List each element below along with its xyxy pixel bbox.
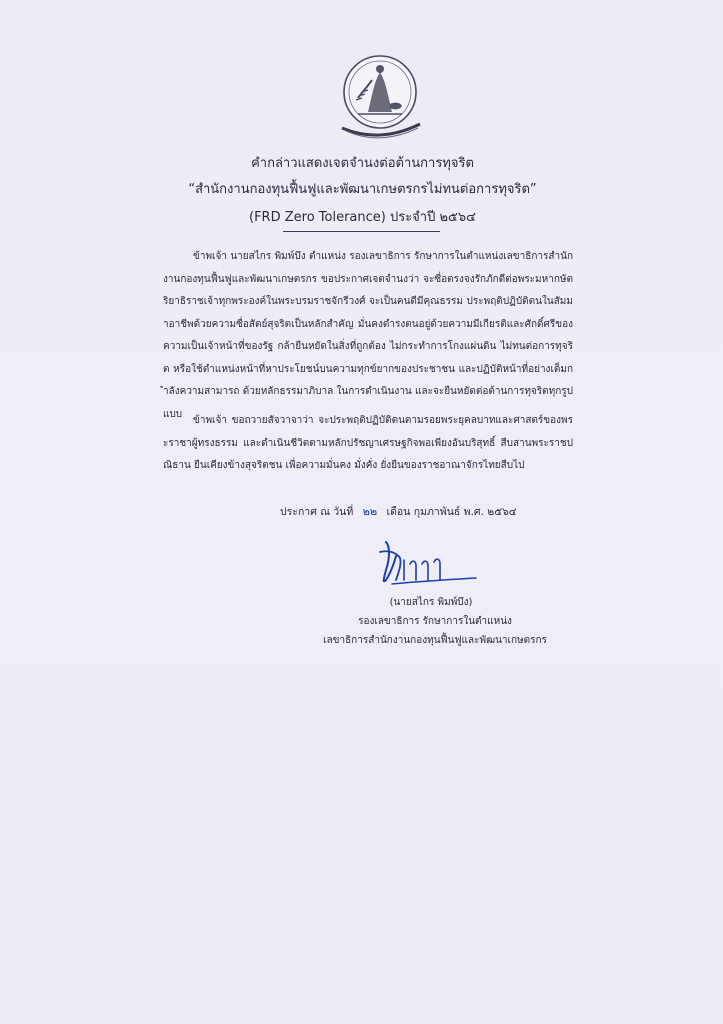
title-underline — [283, 231, 440, 232]
declaration-paragraph-2 — [163, 410, 573, 500]
declaration-year: (FRD Zero Tolerance) ประจำปี ๒๕๖๔ — [249, 210, 476, 225]
announcement-month-year: กุมภาพันธ์ พ.ศ. ๒๕๖๔ — [413, 506, 517, 518]
signatory-position-2: เลขาธิการสำนักงานกองทุนฟื้นฟูและพัฒนาเกษตรกร — [323, 635, 547, 646]
announcement-day: ๒๒ — [362, 505, 378, 518]
signatory-name: (นายสไกร พิมพ์บึง) — [389, 597, 473, 608]
paragraph-2-text: ข้าพเจ้า ขอถวายสัจวาจาว่า จะประพฤติปฏิบัติตนตามรอยพระยุคลบาทและศาสตร์ของพระราชาผู้ทรงธรรม และดำเนินชีวิตตามหลักปรัชญาเศรษฐกิจพอเพียงอันบริสุทธิ์ สืบสานพระราชปณิธาน ยืนเคียงข้างสุจริตชน เพื่อความมั่นคง มั่งคั่ง ยั่งยืนของราชอาณาจักรไทยสืบไป — [163, 415, 573, 471]
handwritten-signature-icon — [372, 534, 482, 594]
paragraph-1-text: ข้าพเจ้า นายสไกร พิมพ์บึง ตำแหน่ง รองเลขาธิการ รักษาการในตำแหน่งเลขาธิการสำนักงานกองทุนฟื้นฟูและพัฒนาเกษตรกร ขอประกาศเจตจำนงว่า จะซื่อตรงจงรักภักดีต่อพระมหากษัตริยาธิราชเจ้าทุกพระองค์ในพระบรมราชจักรีวงศ์ จะเป็นคนดีมีคุณธรรม ประพฤติปฏิบัติตนในสัมมาอาชีพด้วยความซื่อสัตย์สุจริตเป็นหลักสำคัญ มั่นคงดำรงตนอยู่ด้วยความมีเกียรติและศักดิ์ศรีของความเป็นเจ้าหน้าที่ของรัฐ กล้ายืนหยัดในสิ่งที่ถูกต้อง ไม่กระทำการโกงแผ่นดิน ไม่ทนต่อการทุจริต หรือใช้ตำแหน่งหน้าที่หาประโยชน์บนความทุกข์ยากของประชาชน และปฏิบัติหน้าที่อย่างเต็มกำลังความสามารถ ด้วยหลักธรรมาภิบาล ในการดำเนินงาน และจะยืนหยัดต่อต้านการทุจริตทุกรูปแบบ — [163, 251, 573, 420]
announcement-prefix: ประกาศ ณ วันที่ — [280, 506, 354, 518]
signatory-position-1: รองเลขาธิการ รักษาการในตำแหน่ง — [358, 616, 512, 627]
announcement-date — [280, 504, 517, 520]
announcement-month-label: เดือน — [386, 506, 411, 518]
department-emblem-icon — [328, 52, 432, 140]
declaration-title: คำกล่าวแสดงเจตจำนงต่อต้านการทุจริต — [251, 156, 474, 171]
declaration-subtitle: “สำนักงานกองทุนฟื้นฟูและพัฒนาเกษตรกรไม่ทนต่อการทุจริต” — [188, 182, 537, 197]
